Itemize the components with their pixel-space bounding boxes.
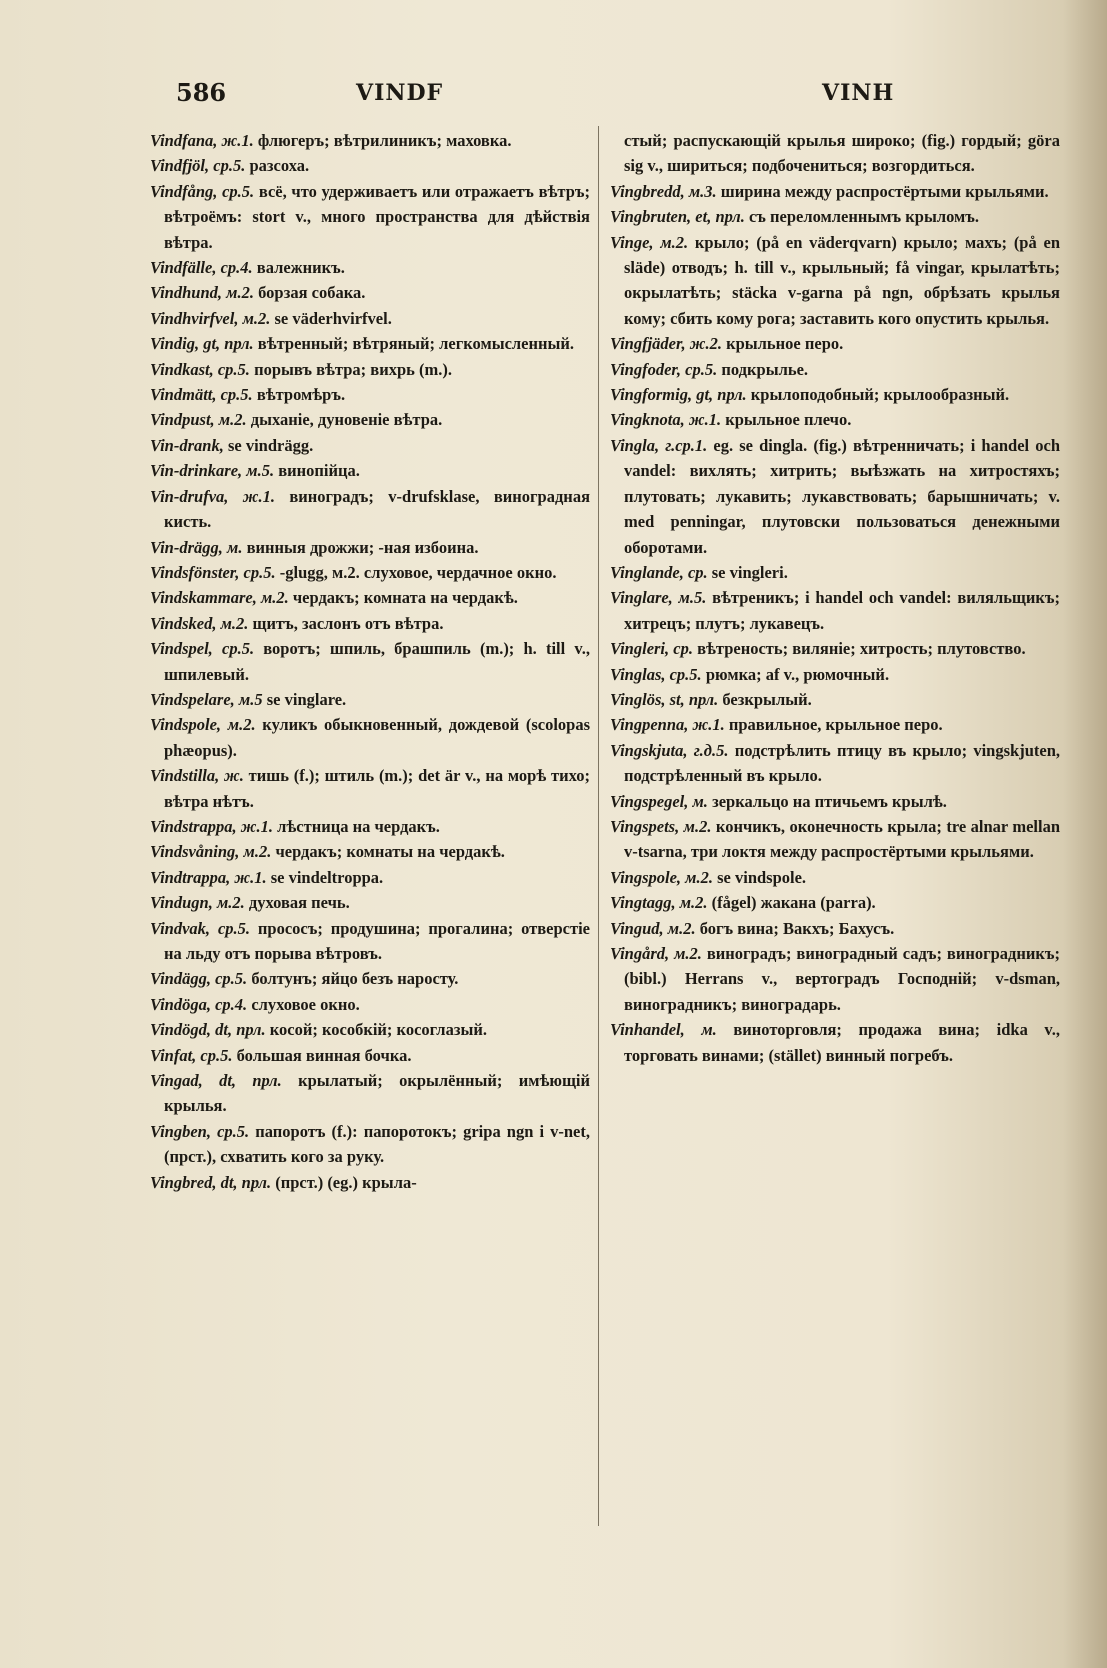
entry-headword: Vindstrappa, ж.1.: [150, 816, 273, 836]
entry-definition: прососъ; продушина; прогалина; отверстіе на льду отъ порыва вѣтровъ.: [164, 918, 590, 963]
entry-definition: тишь (f.); штиль (m.); det är v., на морѣ тихо; вѣтра нѣтъ.: [164, 766, 590, 811]
dictionary-entry: [150, 433, 590, 458]
entry-headword: Vingtagg, м.2.: [610, 893, 708, 913]
entry-headword: Vinhandel, м.: [610, 1020, 717, 1040]
dictionary-entry: [150, 1017, 590, 1042]
entry-headword: Vingknota, ж.1.: [610, 410, 722, 430]
entry-headword: Vindfjöl, ср.5.: [150, 156, 246, 176]
dictionary-entry: [610, 865, 1060, 890]
entry-headword: Vingleri, ср.: [610, 639, 693, 659]
left-running-head: VINDF: [356, 80, 444, 106]
entry-headword: Vinglas, ср.5.: [610, 664, 702, 684]
entry-headword: Vindig, gt, прл.: [150, 334, 254, 354]
entry-definition: крылоподобный; крылообразный.: [746, 385, 1010, 405]
dictionary-entry: [610, 636, 1060, 661]
entry-definition: вѣтромѣръ.: [252, 385, 346, 405]
dictionary-entry: [150, 280, 590, 305]
dictionary-entry: [150, 687, 590, 712]
entry-headword: Vingfoder, ср.5.: [610, 359, 718, 379]
dictionary-entry: [150, 839, 590, 864]
entry-definition: воротъ; шпиль, брашпиль (m.); h. till v., шпилевый.: [164, 639, 590, 684]
dictionary-entry: [610, 585, 1060, 636]
dictionary-entry: [150, 814, 590, 839]
entry-definition: виноградъ; v-drufsklase, виноградная кисть.: [164, 486, 590, 532]
dictionary-entry: [150, 890, 590, 915]
entry-headword: Vindstilla, ж.: [150, 766, 244, 786]
entry-headword: Vindskammare, м.2.: [150, 588, 289, 608]
entry-definition: se vinglare.: [262, 689, 347, 709]
dictionary-entry: [150, 585, 590, 610]
dictionary-entry: [610, 128, 1060, 179]
dictionary-entry: [150, 535, 590, 560]
dictionary-entry: [610, 814, 1060, 865]
entry-definition: большая винная бочка.: [232, 1045, 412, 1065]
entry-headword: Vingad, dt, прл.: [150, 1071, 282, 1091]
dictionary-entry: [150, 966, 590, 991]
entry-headword: Vingspegel, м.: [610, 791, 708, 811]
entry-headword: Vindfälle, ср.4.: [150, 258, 253, 278]
dictionary-entry: [610, 662, 1060, 687]
entry-headword: Vindsked, м.2.: [150, 613, 249, 633]
entry-definition: борзая собака.: [253, 283, 366, 303]
entry-definition: крыльное плечо.: [721, 410, 852, 430]
dictionary-entry: [150, 128, 590, 153]
dictionary-entry: [150, 153, 590, 178]
dictionary-entry: [150, 357, 590, 382]
dictionary-entry: [610, 1017, 1060, 1068]
left-column: [150, 128, 590, 1195]
entry-definition: (fågel) жакана (parra).: [707, 893, 876, 913]
entry-headword: Vingpenna, ж.1.: [610, 715, 725, 735]
entry-definition: кончикъ, оконечность крыла; tre alnar mellan v-tsarna, три локтя между распростёртыми крыльями.: [624, 816, 1060, 862]
entry-definition: se vindspole.: [713, 867, 807, 887]
entry-definition: щитъ, заслонъ отъ вѣтра.: [248, 613, 444, 633]
entry-headword: Vindkast, ср.5.: [150, 359, 250, 379]
dictionary-entry: [610, 204, 1060, 229]
entry-definition: se väderhvirfvel.: [270, 308, 392, 328]
entry-definition: дыханіе, дуновеніе вѣтра.: [246, 410, 443, 430]
dictionary-entry: [150, 407, 590, 432]
dictionary-entry: [610, 890, 1060, 915]
dictionary-entry: [610, 738, 1060, 789]
entry-headword: Vingud, м.2.: [610, 918, 696, 938]
dictionary-entry: [150, 306, 590, 331]
dictionary-entry: [610, 560, 1060, 585]
dictionary-entry: [610, 331, 1060, 356]
entry-headword: Vinglande, ср.: [610, 562, 708, 582]
dictionary-entry: [150, 712, 590, 763]
entry-definition: подкрылье.: [717, 359, 809, 379]
dictionary-entry: [610, 433, 1060, 560]
entry-definition: безкрылый.: [718, 689, 812, 709]
entry-definition: крыльное перо.: [721, 334, 844, 354]
dictionary-entry: [610, 941, 1060, 1017]
entry-definition: (прст.) (eg.) крыла-: [271, 1172, 417, 1192]
entry-headword: Vingbred, dt, прл.: [150, 1172, 272, 1192]
entry-definition: духовая печь.: [244, 893, 350, 913]
dictionary-entry: [150, 865, 590, 890]
entry-headword: Vingfjäder, ж.2.: [610, 334, 722, 354]
dictionary-entry: [610, 179, 1060, 204]
entry-headword: Vingspets, м.2.: [610, 816, 712, 836]
entry-definition: se vindeltroppa.: [266, 867, 384, 887]
dictionary-entry: [150, 255, 590, 280]
entry-headword: Vindhvirfvel, м.2.: [150, 308, 271, 328]
entry-headword: Vinge, м.2.: [610, 232, 689, 252]
entry-headword: Vindägg, ср.5.: [150, 969, 248, 989]
dictionary-entry: [610, 357, 1060, 382]
entry-headword: Vindhund, м.2.: [150, 283, 254, 303]
entry-headword: Vin-drinkare, м.5.: [150, 461, 275, 481]
entry-definition: se vindrägg.: [223, 435, 314, 455]
dictionary-entry: [610, 407, 1060, 432]
entry-headword: Vindugn, м.2.: [150, 893, 245, 913]
dictionary-entry: [610, 382, 1060, 407]
entry-headword: Vindspelare, м.5: [150, 689, 263, 709]
entry-definition: подстрѣлить птицу въ крыло; vingskjuten, подстрѣленный въ крыло.: [624, 740, 1060, 786]
dictionary-entry: [610, 712, 1060, 737]
entry-definition: слуховое окно.: [247, 994, 360, 1014]
column-divider: [598, 126, 599, 1526]
dictionary-entry: [610, 916, 1060, 941]
entry-headword: Vingård, м.2.: [610, 944, 702, 963]
entry-headword: Vindsvåning, м.2.: [150, 842, 272, 862]
entry-definition: разсоха.: [245, 156, 310, 176]
entry-definition: зеркальцо на птичьемъ крылѣ.: [707, 791, 947, 811]
dictionary-entry: [150, 484, 590, 535]
entry-definition: виноградъ; виноградный садъ; виноградникъ; (bibl.) Herrans v., вертоградъ Господній; v-dsman, виноградникъ; виноградарь.: [624, 944, 1060, 1014]
page-number: 586: [176, 78, 227, 107]
entry-definition: лѣстница на чердакъ.: [273, 816, 440, 836]
entry-headword: Vingben, ср.5.: [150, 1121, 250, 1141]
entry-definition: болтунъ; яйцо безъ наросту.: [247, 969, 459, 989]
entry-definition: винопійца.: [274, 461, 360, 481]
entry-definition: -glugg, м.2. слуховое, чердачное окно.: [275, 562, 557, 582]
entry-definition: съ переломленнымъ крыломъ.: [744, 207, 980, 227]
page-header: [0, 78, 1107, 118]
entry-definition: чердакъ; комнаты на чердакѣ.: [271, 842, 505, 862]
dictionary-entry: [150, 560, 590, 585]
entry-headword: Vindöga, ср.4.: [150, 994, 248, 1014]
entry-definition: куликъ обыкновенный, дождевой (scolopas phæopus).: [164, 715, 591, 760]
right-column: [610, 128, 1060, 1068]
entry-definition: рюмка; af v., рюмочный.: [701, 664, 890, 684]
dictionary-entry: [150, 1119, 590, 1170]
dictionary-entry: [150, 382, 590, 407]
entry-headword: Vindtrappa, ж.1.: [150, 867, 267, 887]
dictionary-entry: [150, 179, 590, 255]
entry-headword: Vingbruten, et, прл.: [610, 207, 745, 227]
dictionary-entry: [150, 636, 590, 687]
dictionary-entry: [150, 331, 590, 356]
entry-headword: Vindvak, ср.5.: [150, 918, 251, 938]
entry-headword: Vinglare, м.5.: [610, 588, 707, 608]
entry-headword: Vin-drufva, ж.1.: [150, 486, 275, 506]
entry-definition: винныя дрожжи; -ная избоина.: [242, 537, 479, 557]
entry-headword: Vingskjuta, г.д.5.: [610, 740, 729, 760]
entry-headword: Vin-drägg, м.: [150, 537, 243, 557]
dictionary-entry: [150, 763, 590, 814]
dictionary-entry: [150, 611, 590, 636]
entry-definition: крыло; (på en väderqvarn) крыло; махъ; (på en släde) отводъ; h. till v., крыльный; få vingar, крылатѣть; окрылатѣть; stäcka v-garna på ngn, обрѣзать крылья кому; сбить кому рога; заставить кого опустить крылья.: [624, 232, 1060, 328]
entry-headword: Vinfat, ср.5.: [150, 1045, 233, 1065]
entry-definition: порывъ вѣтра; вихрь (m.).: [249, 359, 452, 379]
entry-definition: чердакъ; комната на чердакѣ.: [288, 588, 518, 608]
dictionary-entry: [610, 230, 1060, 332]
entry-headword: Vindfana, ж.1.: [150, 131, 254, 150]
entry-definition: косой; кособкій; косоглазый.: [265, 1020, 487, 1040]
entry-headword: Vindsfönster, ср.5.: [150, 562, 276, 582]
dictionary-entry: [150, 1043, 590, 1068]
entry-definition: флюгеръ; вѣтрилиникъ; маховка.: [253, 131, 512, 150]
entry-headword: Vindspole, м.2.: [150, 715, 256, 735]
entry-headword: Vindmätt, ср.5.: [150, 385, 253, 405]
entry-definition: правильное, крыльное перо.: [724, 715, 943, 735]
entry-headword: Vingbredd, м.3.: [610, 181, 717, 201]
entry-definition: виноторговля; продажа вина; idka v., торговать винами; (stället) винный погребъ.: [624, 1020, 1060, 1065]
entry-headword: Vingla, г.ср.1.: [610, 435, 708, 455]
entry-definition: валежникъ.: [252, 258, 345, 278]
right-running-head: VINH: [822, 80, 895, 106]
entry-headword: Vindögd, dt, прл.: [150, 1020, 266, 1040]
entry-definition: богъ вина; Вакхъ; Бахусъ.: [695, 918, 895, 938]
entry-definition: вѣтреникъ; i handel och vandel: виляльщикъ; хитрецъ; плутъ; лукавецъ.: [624, 588, 1060, 633]
entry-definition: se vingleri.: [707, 562, 788, 582]
entry-definition: стый; распускающій крылья широко; (fig.) гордый; göra sig v., шириться; подбочениться; возгордиться.: [624, 131, 1060, 176]
entry-definition: ширина между распростёртыми крыльями.: [716, 181, 1049, 201]
entry-headword: Vindpust, м.2.: [150, 410, 247, 430]
dictionary-entry: [150, 992, 590, 1017]
entry-definition: вѣтренный; вѣтряный; легкомысленный.: [253, 334, 575, 354]
entry-definition: всё, что удерживаетъ или отражаетъ вѣтръ; вѣтроёмъ: stort v., много пространства для дѣйствія вѣтра.: [164, 181, 590, 252]
entry-definition: eg. se dingla. (fig.) вѣтренничать; i handel och vandel: вихлять; хитрить; выѣзжать на хитростяхъ; плутовать; лукавить; лукавствовать; барышничать; v. med penningar, плутовски пользоваться денежными оборотами.: [624, 435, 1060, 557]
entry-headword: Vinglös, st, прл.: [610, 689, 719, 709]
entry-headword: Vindfång, ср.5.: [150, 181, 255, 201]
entry-definition: папоротъ (f.): папоротокъ; gripa ngn i v-net, (прст.), схватить кого за руку.: [164, 1121, 591, 1167]
dictionary-entry: [150, 1068, 590, 1119]
entry-headword: Vindspel, ср.5.: [150, 639, 255, 659]
dictionary-entry: [610, 687, 1060, 712]
entry-headword: Vingformig, gt, прл.: [610, 385, 747, 405]
dictionary-entry: [150, 458, 590, 483]
dictionary-entry: [610, 789, 1060, 814]
entry-headword: Vingspole, м.2.: [610, 867, 713, 887]
entry-headword: Vin-drank,: [150, 435, 224, 455]
dictionary-entry: [150, 916, 590, 967]
entry-definition: вѣтреность; виляніе; хитрость; плутовство.: [692, 639, 1026, 659]
dictionary-entry: [150, 1170, 590, 1195]
entry-definition: крылатый; окрылённый; имѣющій крылья.: [164, 1071, 590, 1116]
